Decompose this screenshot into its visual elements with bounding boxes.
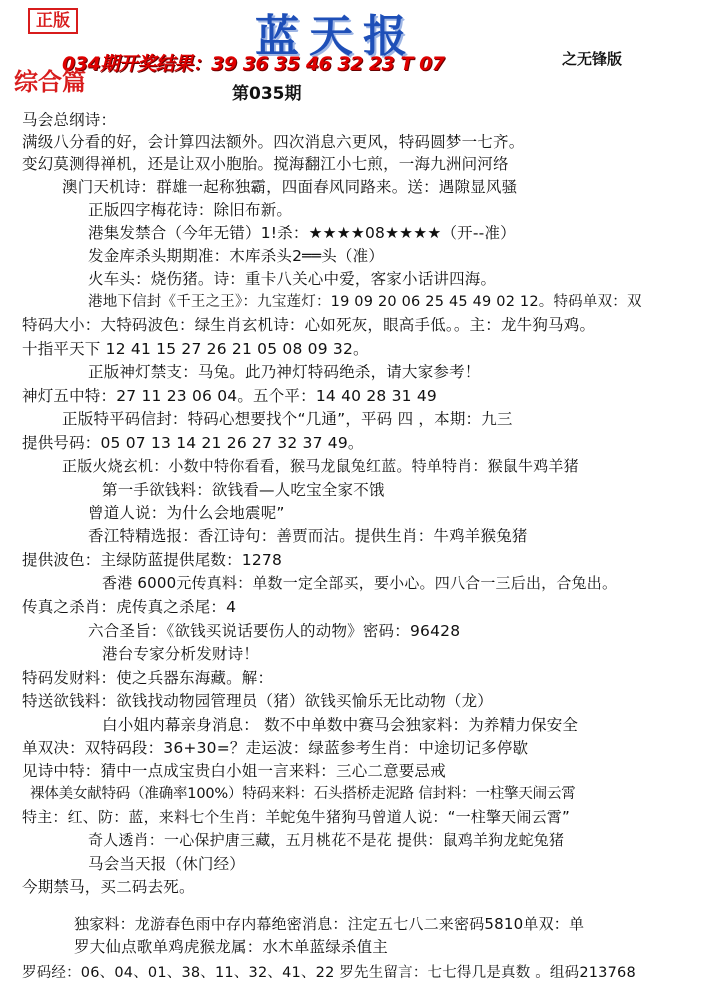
text-line: 香江特精选报：香江诗句：善贾而沽。提供生肖：牛鸡羊猴兔猪 [88,527,528,545]
section-title: 综合篇 [14,68,86,96]
text-line: 十指平天下 12 41 15 27 26 21 05 08 09 32。 [22,340,369,358]
text-line: 香港 6000元传真料：单数一定全部买，要小心。四八合一三后出，合兔出。 [102,574,618,592]
text-line: 特码发财料：使之兵器东海藏。解： [22,669,274,687]
text-line: 满级八分看的好，会计算四法额外。四次消息六更风，特码圆梦一七齐。 [22,133,525,151]
text-line: 见诗中特：猜中一点成宝贵白小姐一言来料：三心二意要忌戒 [22,762,446,780]
text-line: 正版火烧玄机：小数中特你看看，猴马龙鼠兔红蓝。特单特肖：猴鼠牛鸡羊猪 [62,457,579,475]
text-line: 白小姐内幕亲身消息： 数不中单数中赛马会独家料：为养精力保安全 [102,716,579,734]
newspaper-title: 蓝天报 [255,11,417,62]
text-line: 今期禁马，买二码去死。 [22,878,195,896]
period-label: 第035期 [232,84,302,104]
text-line: 奇人透肖：一心保护唐三藏，五月桃花不是花 提供：鼠鸡羊狗龙蛇兔猪 [88,831,565,849]
text-line: 提供波色：主绿防蓝提供尾数：1278 [22,551,283,569]
stamp-label: 正版 [28,8,78,34]
text-line: 正版四字梅花诗：除旧布新。 [88,201,293,219]
text-line: 独家料：龙游春色雨中存内幕绝密消息：注定五七八二来密码5810单双：单 [74,915,585,933]
text-line: 正版特平码信封：特码心想要找个“几通”，平码 四 ，本期：九三 [62,410,513,428]
text-line: 曾道人说：为什么会地震呢” [88,504,285,522]
edition-label: 之无锋版 [562,50,623,68]
text-line: 第一手欲钱料：欲钱看—人吃宝全家不饿 [102,481,385,499]
text-line: 发金库杀头期期准：木库杀头2══头（准） [88,247,385,265]
text-line: 港集发禁合（今年无错）1!杀：★★★★08★★★★（开--准） [88,224,516,242]
text-line: 特送欲钱料：欲钱找动物园管理员（猪）欲钱买愉乐无比动物（龙） [22,692,494,710]
text-line: 港地下信封《千王之王》：九宝莲灯：19 09 20 06 25 45 49 02 12。特码单双：双 [88,294,642,310]
text-line: 马会总纲诗： [22,111,117,129]
text-line: 裸体美女献特码（准确率100%）特码来料：石头搭桥走泥路 信封料：一柱擎天闹云霄 [30,786,576,802]
text-line: 单双决：双特码段：36+30=？走运波：绿蓝参考生肖：中途切记多停歇 [22,739,529,757]
text-line: 罗大仙点歌单鸡虎猴龙属：水木单蓝绿杀值主 [74,938,389,956]
text-line: 港台专家分析发财诗！ [102,645,260,663]
text-line: 罗码经：06、04、01、38、11、32、41、22 罗先生留言：七七得几是真数 。组码213768 [22,965,636,981]
text-line: 传真之杀肖：虎传真之杀尾：4 [22,598,237,616]
text-line: 提供号码：05 07 13 14 21 26 27 32 37 49。 [22,434,364,452]
draw-result-line: 034期开奖结果：39 36 35 46 32 23 T 07 [62,53,445,75]
text-line: 火车头：烧伤猪。诗：重卡八关心中爱，客家小话讲四海。 [88,270,497,288]
text-line: 马会当天报（休门经） [88,855,246,873]
text-line: 特码大小：大特码波色：绿生肖玄机诗：心如死灰，眼高手低。。主：龙牛狗马鸡。 [22,316,596,334]
text-line: 特主：红、防：蓝，来料七个生肖：羊蛇兔牛猪狗马曾道人说：“一柱擎天闹云霄” [22,808,570,826]
text-line: 正版神灯禁支：马兔。此乃神灯特码绝杀，请大家参考！ [88,363,481,381]
text-line: 澳门天机诗：群雄一起称独霸，四面春风同路来。送：遇隙显风骚 [62,178,518,196]
text-line: 变幻莫测得禅机，还是让双小胞胎。搅海翻江小七煎，一海九洲问河络 [22,155,509,173]
text-line: 六合圣旨：《欲钱买说话要伤人的动物》密码：96428 [88,622,461,640]
text-line: 神灯五中特：27 11 23 06 04。五个平：14 40 28 31 49 [22,387,437,405]
